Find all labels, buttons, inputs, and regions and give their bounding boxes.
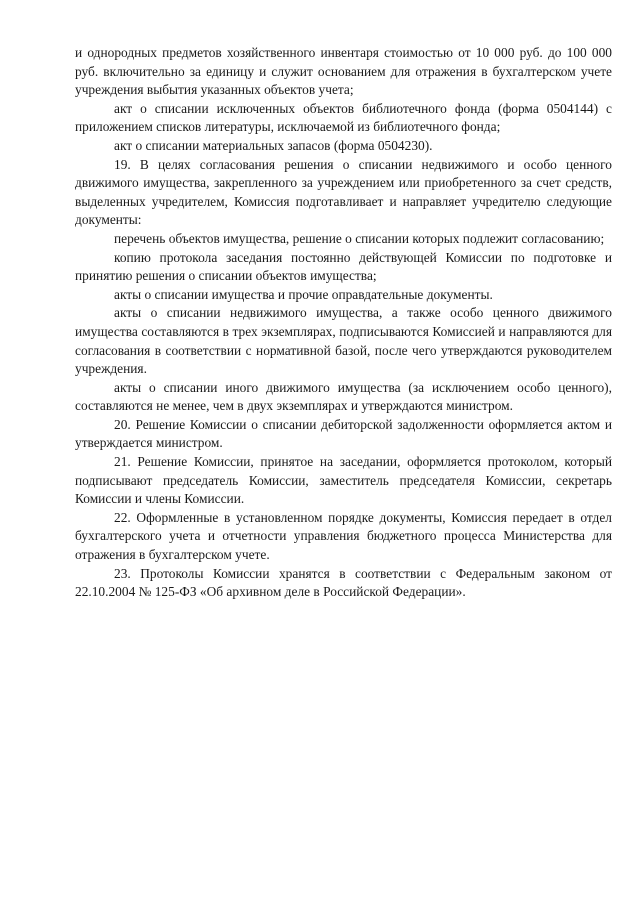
paragraph-continuation: и однородных предметов хозяйственного инвентаря стоимостью от 10 000 руб. до 100 000 руб. включительно за единицу и служит основанием для отражения в бухгалтерском учете учреждения выбытия указанных объектов учета; [75,45,612,98]
paragraph-real-estate-acts: акты о списании недвижимого имущества, а также особо ценного движимого имущества составляются в трех экземплярах, подписываются Комиссией и направляются для согласования в соответствии с нормативной базой, после чего утверждаются руководителем учреждения. [75,305,612,377]
paragraph-other-property-acts: акты о списании иного движимого имущества (за исключением особо ценного), составляются не менее, чем в двух экземплярах и утверждаются министром. [75,379,612,414]
paragraph-section-22: 22. Оформленные в установленном порядке документы, Комиссия передает в отдел бухгалтерского учета и отчетности управления бюджетного процесса Министерства для отражения в бухгалтерском учете. [75,509,612,563]
paragraph-section-19: 19. В целях согласования решения о списании недвижимого и особо ценного движимого имущества, закрепленного за учреждением или приобретенного за счет средств, выделенных учредителем, Комиссия подготавливает и направляет учредителю следующие документы: [75,156,612,228]
document-body [75,44,612,602]
paragraph-section-23: 23. Протоколы Комиссии хранятся в соответствии с Федеральным законом от 22.10.2004 № 125-ФЗ «Об архивном деле в Российской Федерации». [75,565,612,600]
paragraph-write-off-acts: акты о списании имущества и прочие оправдательные документы. [114,286,493,302]
paragraph-act-material-stocks: акт о списании материальных запасов (форма 0504230). [114,137,433,153]
paragraph-protocol-copy: копию протокола заседания постоянно действующей Комиссии по подготовке и принятию решения о списании объектов имущества; [75,249,612,284]
paragraph-act-library-fund: акт о списании исключенных объектов библиотечного фонда (форма 0504144) с приложением списков литературы, исключаемой из библиотечного фонда; [75,100,612,135]
paragraph-property-list: перечень объектов имущества, решение о списании которых подлежит согласованию; [114,230,605,246]
paragraph-section-21: 21. Решение Комиссии, принятое на заседании, оформляется протоколом, который подписывают председатель Комиссии, заместитель председателя Комиссии, секретарь Комиссии и члены Комиссии. [75,454,612,507]
paragraph-section-20: 20. Решение Комиссии о списании дебиторской задолженности оформляется актом и утверждается министром. [75,416,612,451]
